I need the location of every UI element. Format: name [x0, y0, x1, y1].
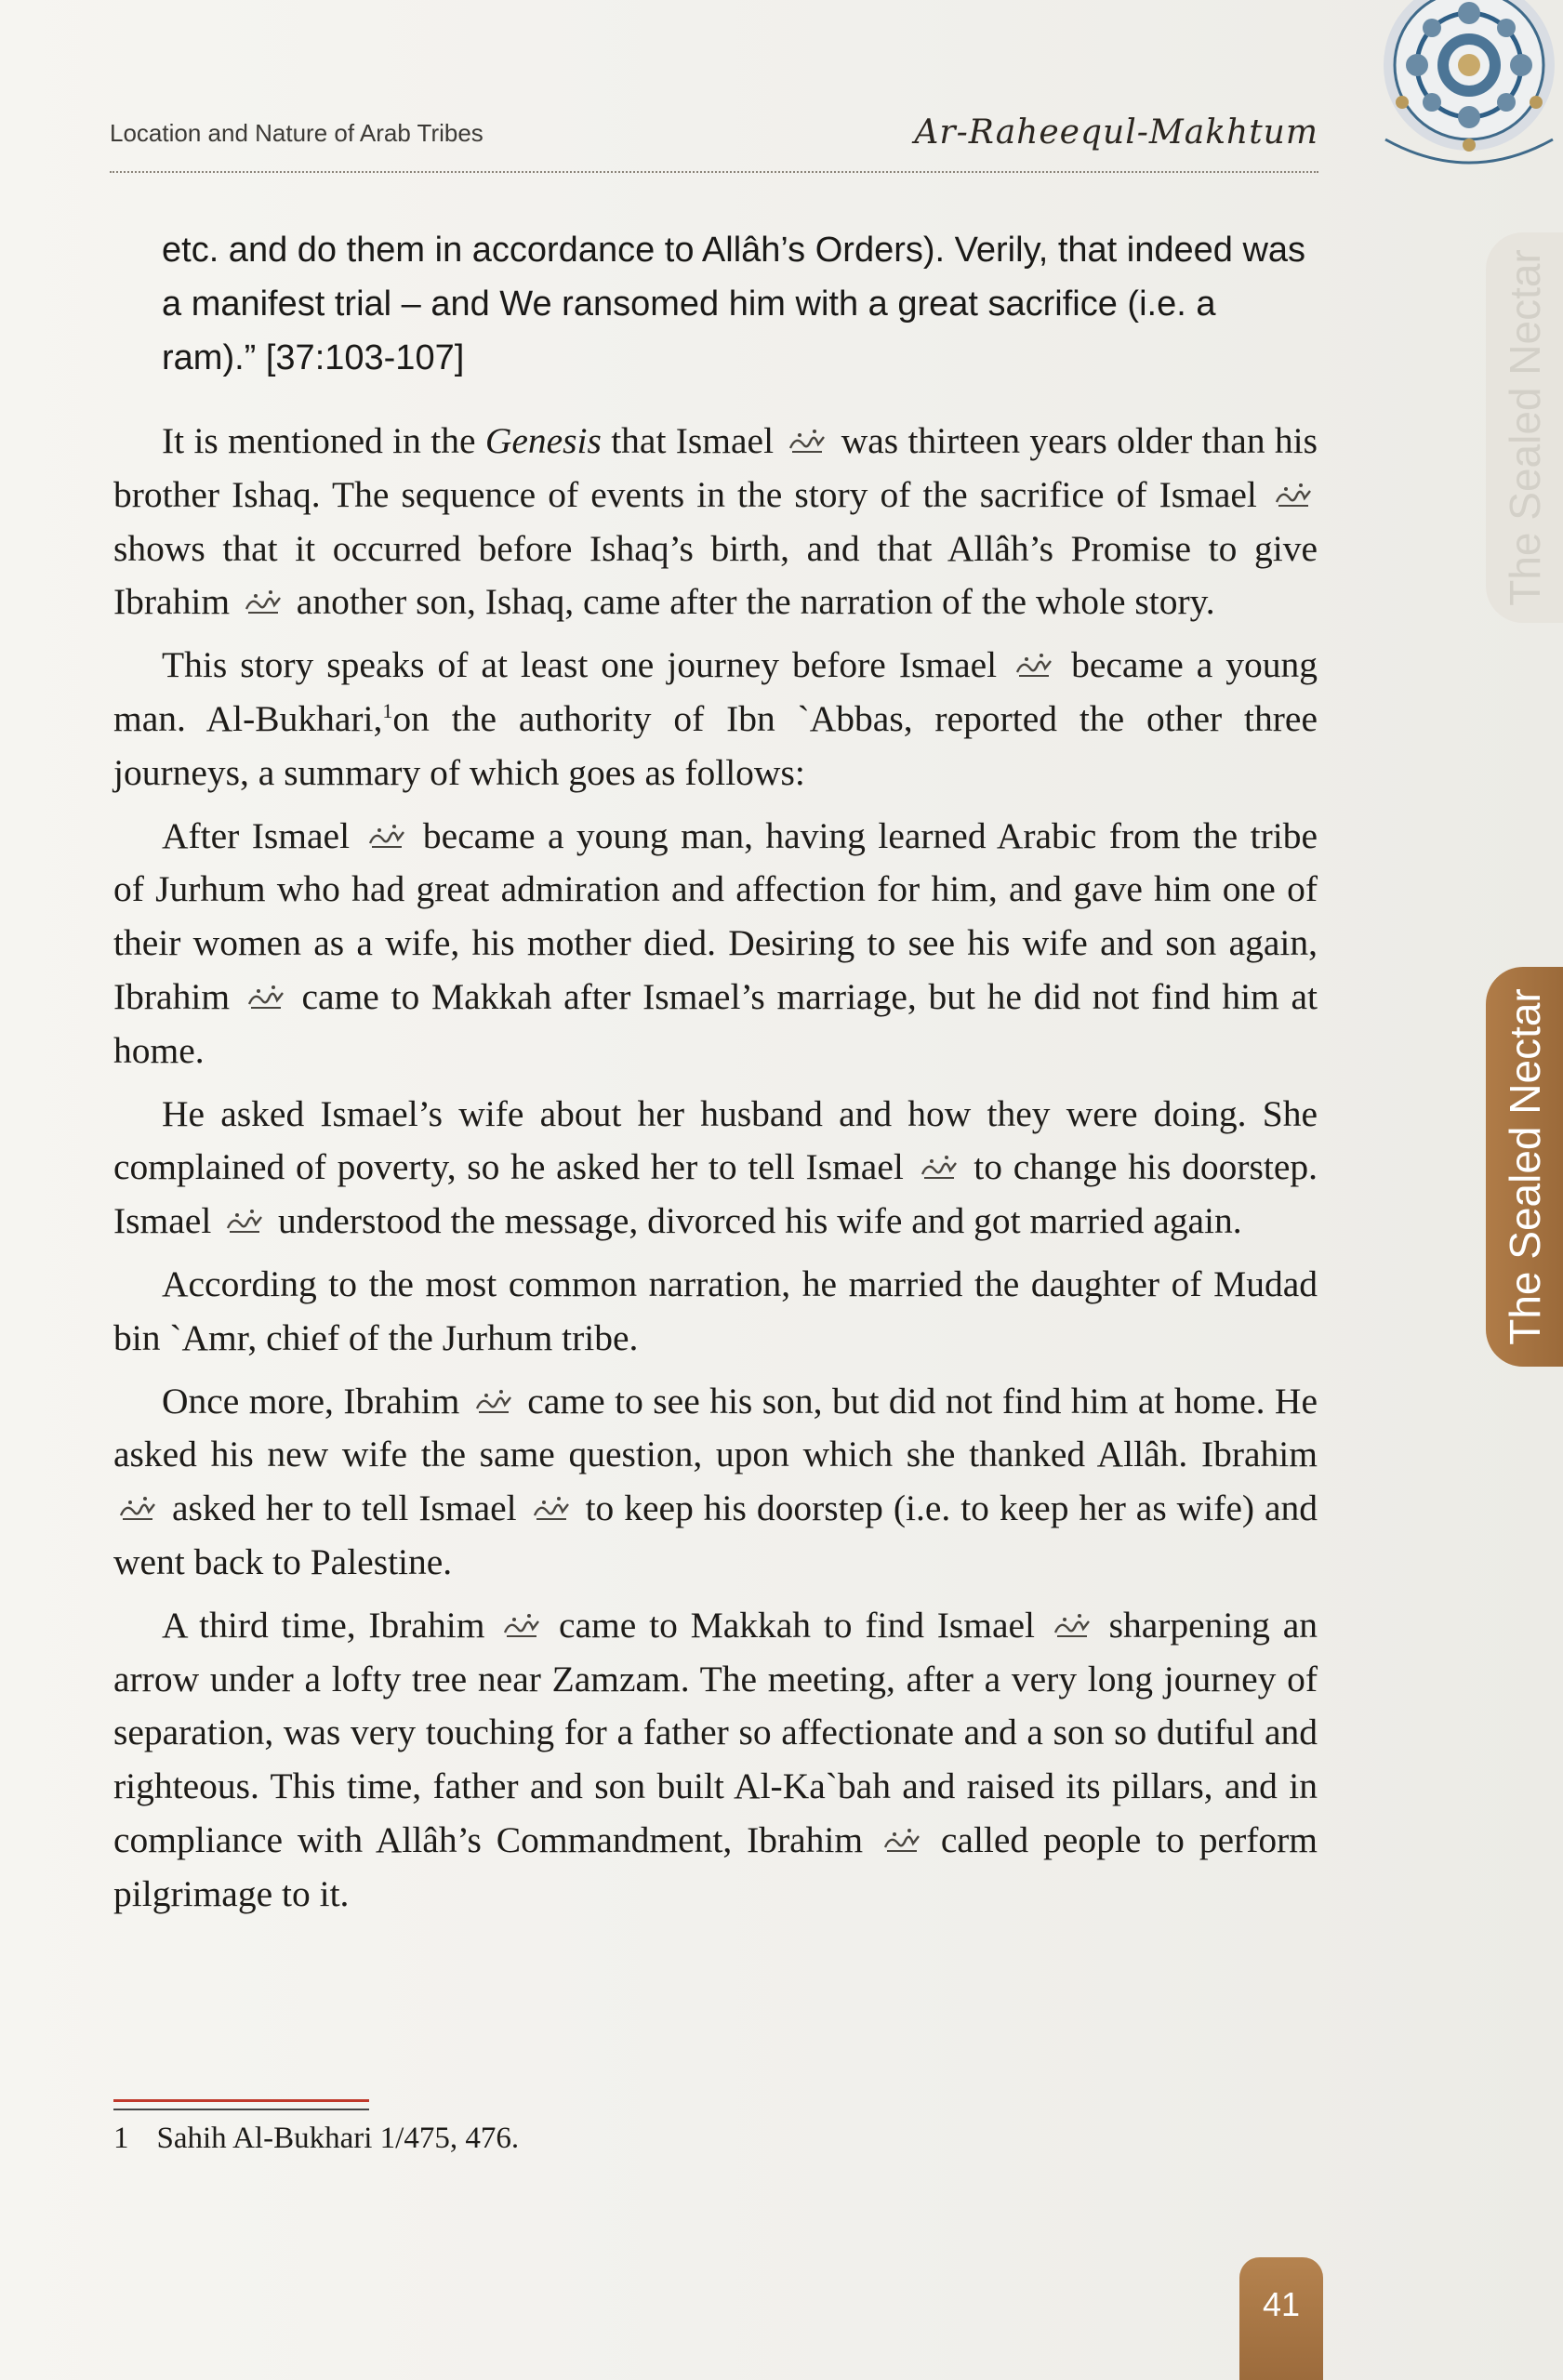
text-run: sharpening an arrow under a lofty tree near Zamzam. The meeting, after a very long journey of separation, was very touching for a father so affectionate and a son so dutiful and righteous. This time, father and son built Al-Ka`bah and raised its pillars, and in compliance with Allâh’s Commandment, Ibrahim	[113, 1604, 1318, 1860]
body-paragraph	[113, 415, 1318, 629]
body-paragraphs	[113, 415, 1318, 1922]
text-run: called people to perform pilgrimage to it.	[113, 1818, 1318, 1914]
page-number: 41	[1262, 2285, 1301, 2323]
footnote-text: Sahih Al-Bukhari 1/475, 476.	[156, 2122, 520, 2155]
text-run: According to the most common narration, he married the daughter of Mudad bin `Amr, chief of the Jurhum tribe.	[113, 1263, 1318, 1358]
text-run: This story speaks of at least one journey before Ismael	[162, 644, 1011, 686]
text-run: came to Makkah to find Ismael	[546, 1604, 1048, 1646]
text-run: to keep his doorstep (i.e. to keep her as wife) and went back to Palestine.	[113, 1488, 1318, 1582]
text-run: that Ismael	[601, 420, 784, 461]
pbuh-glyph-icon	[473, 1388, 514, 1416]
text-run: was thirteen years older than his brother Ishaq. The sequence of events in the story of the sacrifice of Ismael	[113, 420, 1318, 515]
text-run: It is mentioned in the	[162, 420, 485, 461]
footnote-ref: 1	[382, 698, 393, 722]
body-paragraph	[113, 1375, 1318, 1590]
section-side-tab	[1486, 967, 1563, 1367]
text-run: came to see his son, but did not find him at home. He asked his new wife the same question, upon which she thanked Allâh. Ibrahim	[113, 1380, 1318, 1475]
text-run: He asked Ismael’s wife about her husband and how they were doing. She complained of poverty, so he asked her to tell Ismael	[113, 1092, 1318, 1188]
running-header	[110, 113, 1318, 178]
pbuh-glyph-icon	[224, 1208, 265, 1236]
text-run: Once more, Ibrahim	[162, 1380, 470, 1421]
pbuh-glyph-icon	[919, 1154, 960, 1182]
pbuh-glyph-icon	[1052, 1612, 1093, 1640]
text-run: asked her to tell Ismael	[162, 1488, 527, 1529]
pbuh-glyph-icon	[1013, 652, 1054, 680]
pbuh-glyph-icon	[117, 1495, 158, 1523]
text-run: shows that it occurred before Ishaq’s birth, and that Allâh’s Promise to give Ibrahim	[113, 527, 1318, 623]
section-side-tab-label: The Sealed Nectar	[1500, 988, 1549, 1345]
faded-side-tab-label: The Sealed Nectar	[1500, 249, 1549, 606]
body-paragraph	[113, 810, 1318, 1078]
book-title: Ar-Raheequl-Makhtum	[914, 113, 1318, 152]
text-run: A third time, Ibrahim	[162, 1604, 498, 1646]
text-run: became a young man, having learned Arabic from the tribe of Jurhum who had great admiration and affection for him, and gave him one of their women as a wife, his mother died. Desiring to see his wife and son again, Ibrahim	[113, 814, 1318, 1017]
text-run: came to Makkah after Ismael’s marriage, but he did not find him at home.	[113, 975, 1318, 1071]
header-divider	[110, 171, 1318, 173]
body-paragraph	[113, 1258, 1318, 1366]
italic-text: Genesis	[484, 420, 602, 461]
arabesque-ornament-icon	[1348, 0, 1563, 195]
footnote-number: 1	[113, 2122, 129, 2155]
text-run: After Ismael	[162, 814, 363, 856]
text-run: became a young man. Al-Bukhari,	[113, 644, 1318, 739]
pbuh-glyph-icon	[243, 588, 284, 616]
text-run: understood the message, divorced his wife and got married again.	[269, 1200, 1242, 1242]
page-number-tab	[1239, 2257, 1323, 2380]
faded-side-tab	[1486, 232, 1563, 623]
pbuh-glyph-icon	[366, 823, 407, 851]
pbuh-glyph-icon	[501, 1612, 542, 1640]
chapter-title: Location and Nature of Arab Tribes	[110, 119, 483, 147]
footnote-underline-mark	[113, 2099, 369, 2102]
pbuh-glyph-icon	[1273, 482, 1314, 509]
pbuh-glyph-icon	[245, 984, 286, 1012]
page-content	[113, 223, 1318, 1931]
body-paragraph	[113, 639, 1318, 800]
footnote	[113, 2122, 519, 2156]
body-paragraph	[113, 1088, 1318, 1249]
text-run: another son, Ishaq, came after the narration of the whole story.	[286, 581, 1215, 623]
pbuh-glyph-icon	[531, 1495, 572, 1523]
text-run: to change his doorstep. Ismael	[113, 1146, 1318, 1242]
body-paragraph	[113, 1599, 1318, 1922]
pbuh-glyph-icon	[787, 428, 828, 456]
text-run: on the authority of Ibn `Abbas, reported the other three journeys, a summary of which goes as follows:	[113, 697, 1318, 793]
pbuh-glyph-icon	[881, 1827, 922, 1855]
quote-continuation: etc. and do them in accordance to Allâh’s Orders). Verily, that indeed was a manifest trial – and We ransomed him with a great sacrifice (i.e. a ram).” [37:103-107]	[162, 231, 1306, 377]
footnote-divider	[113, 2109, 369, 2110]
